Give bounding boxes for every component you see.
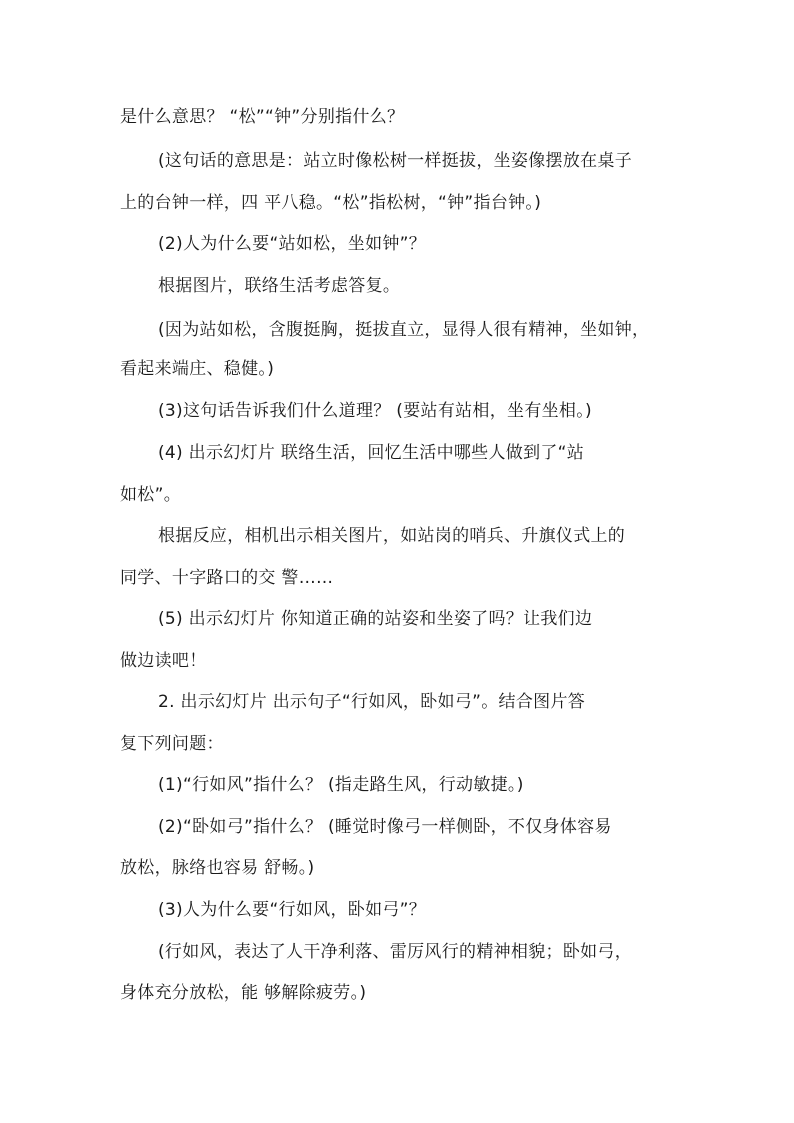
text-line: (3)人为什么要“行如风，卧如弓”？ — [158, 900, 427, 920]
text-line: (4) 出示幻灯片 联络生活，回忆生活中哪些人做到了“站 — [158, 443, 585, 463]
text-line: 如松”。 — [120, 485, 182, 505]
text-line: 是什么意思？ “松”“钟”分别指什么？ — [120, 107, 405, 127]
text-line: (行如风，表达了人干净利落、雷厉风行的精神相貌；卧如弓， — [158, 942, 633, 962]
text-line: 同学、十字路口的交 警…… — [120, 568, 334, 588]
text-line: 根据图片，联络生活考虑答复。 — [158, 276, 401, 296]
text-line: (1)“行如风”指什么？ (指走路生风，行动敏捷。) — [158, 775, 524, 795]
text-line: (2)“卧如弓”指什么？ (睡觉时像弓一样侧卧，不仅身体容易 — [158, 817, 612, 837]
text-line: 根据反应，相机出示相关图片，如站岗的哨兵、升旗仪式上的 — [158, 526, 626, 546]
text-line: (5) 出示幻灯片 你知道正确的站姿和坐姿了吗？让我们边 — [158, 609, 593, 629]
text-line: 2. 出示幻灯片 出示句子“行如风，卧如弓”。结合图片答 — [158, 692, 586, 712]
text-line: (因为站如松，含腹挺胸，挺拔直立，显得人很有精神，坐如钟， — [158, 320, 650, 340]
text-line: (3)这句话告诉我们什么道理？ (要站有站相，坐有坐相。) — [158, 401, 592, 421]
text-line: 放松，脉络也容易 舒畅。) — [120, 858, 315, 878]
text-line: 身体充分放松，能 够解除疲劳。) — [120, 983, 367, 1003]
text-line: 复下列问题： — [120, 734, 224, 754]
text-line: (2)人为什么要“站如松，坐如钟”？ — [158, 234, 427, 254]
text-line: 看起来端庄、稳健。) — [120, 359, 275, 379]
text-line: 上的台钟一样，四 平八稳。“松”指松树，“钟”指台钟。) — [120, 193, 542, 213]
text-line: (这句话的意思是：站立时像松树一样挺拔，坐姿像摆放在桌子 — [158, 151, 633, 171]
text-line: 做边读吧！ — [120, 651, 207, 671]
